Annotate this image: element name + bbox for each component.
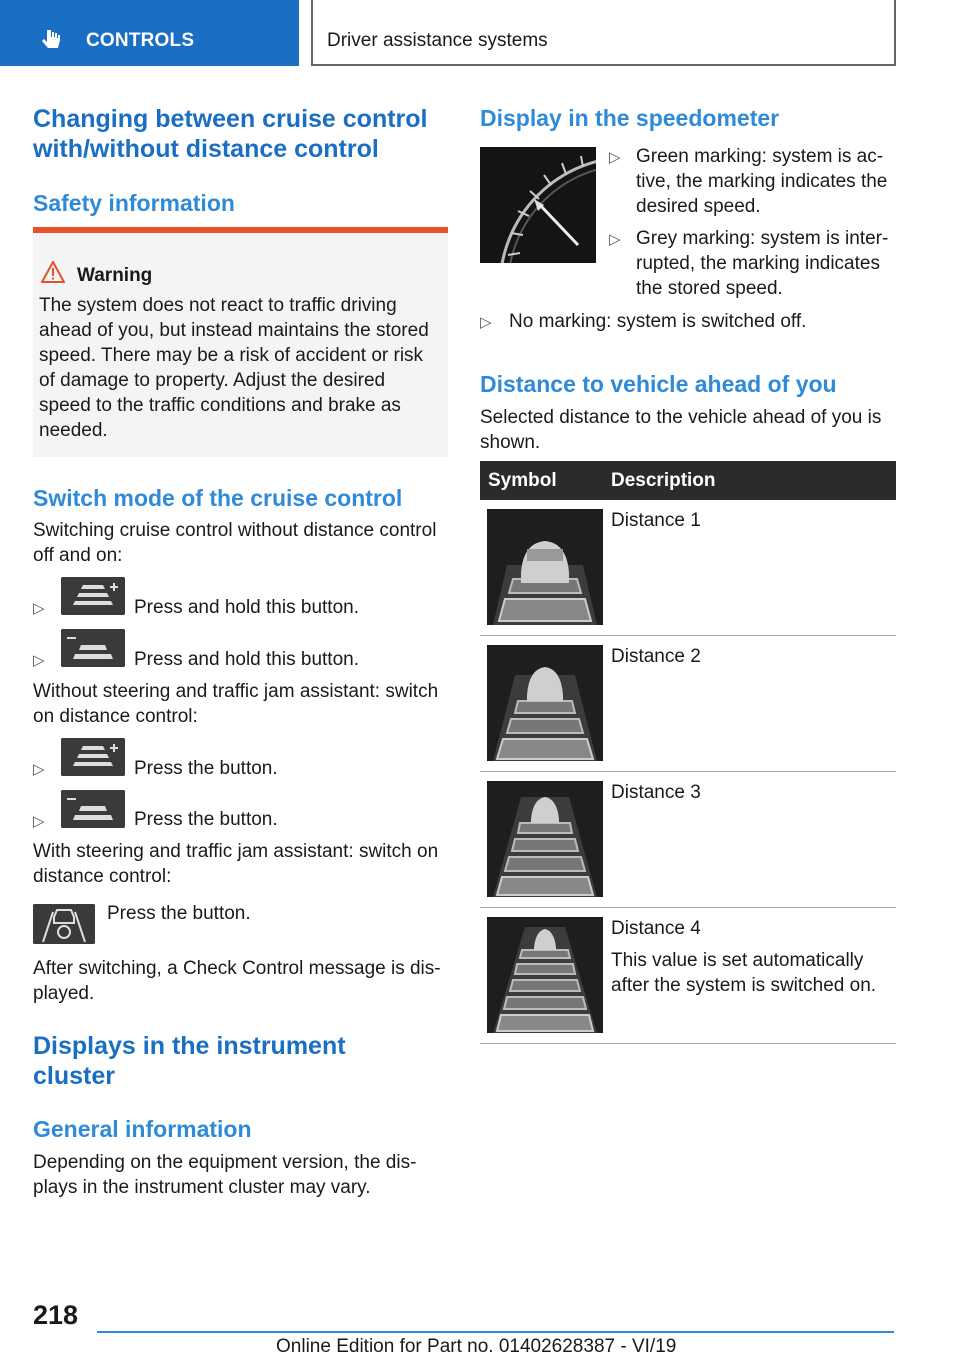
press-text-2: Press the button. bbox=[134, 809, 278, 830]
distance-2-image bbox=[487, 645, 603, 761]
distance-intro: Selected distance to the vehicle ahead of you is shown. bbox=[480, 407, 882, 453]
warning-triangle-icon bbox=[41, 261, 65, 283]
press-text-3: Press the button. bbox=[107, 903, 251, 924]
row-divider bbox=[480, 635, 896, 636]
general-text: Depending on the equipment version, the dis- plays in the instrument cluster may vary. bbox=[33, 1152, 417, 1198]
page-number: 218 bbox=[33, 1300, 79, 1330]
bullet-marker: ▷ bbox=[609, 231, 621, 248]
hand-pointer-icon bbox=[40, 28, 64, 54]
row-divider bbox=[480, 907, 896, 908]
row-divider bbox=[480, 771, 896, 772]
distance-4-label: Distance 4 bbox=[611, 918, 701, 939]
press-hold-text-1: Press and hold this button. bbox=[134, 597, 359, 618]
distance-4-image bbox=[487, 917, 603, 1033]
distance-3-label: Distance 3 bbox=[611, 782, 701, 803]
switch-intro: Switching cruise control without distance control off and on: bbox=[33, 520, 437, 566]
bullet-marker: ▷ bbox=[609, 149, 621, 166]
bullet-marker: ▷ bbox=[33, 761, 45, 778]
speedometer-heading: Display in the speedometer bbox=[480, 105, 780, 131]
press-hold-text-2: Press and hold this button. bbox=[134, 649, 359, 670]
section-label: Driver assistance systems bbox=[327, 30, 548, 51]
main-heading: Changing between cruise control with/without distance control bbox=[33, 105, 428, 163]
distance-plus-button-icon bbox=[61, 577, 125, 615]
bullet-marker: ▷ bbox=[33, 600, 45, 617]
chapter-tab[interactable] bbox=[0, 0, 299, 66]
no-marking-text: No marking: system is switched off. bbox=[509, 311, 807, 332]
footer-rule bbox=[97, 1331, 894, 1333]
distance-3-image bbox=[487, 781, 603, 897]
with-steering-text: With steering and traffic jam assistant: switch on distance control: bbox=[33, 841, 439, 887]
footer-edition: Online Edition for Part no. 01402628387 - VI/19 bbox=[276, 1336, 677, 1357]
press-text-1: Press the button. bbox=[134, 758, 278, 779]
distance-minus-button-icon bbox=[61, 790, 125, 828]
distance-2-label: Distance 2 bbox=[611, 646, 701, 667]
distance-1-image bbox=[487, 509, 603, 625]
without-steering-text: Without steering and traffic jam assistant: switch on distance control: bbox=[33, 681, 439, 727]
col-symbol: Symbol bbox=[488, 470, 557, 491]
distance-plus-button-icon bbox=[61, 738, 125, 776]
table-header bbox=[480, 461, 896, 500]
col-description: Description bbox=[611, 470, 716, 491]
safety-heading: Safety information bbox=[33, 190, 235, 216]
steering-assistant-button-icon bbox=[33, 904, 95, 944]
grey-marking-text: Grey marking: system is inter- rupted, the marking indicates the stored speed. bbox=[636, 228, 889, 299]
bullet-marker: ▷ bbox=[33, 813, 45, 830]
speedometer-image bbox=[480, 147, 596, 263]
warning-title: Warning bbox=[77, 265, 153, 286]
bullet-marker: ▷ bbox=[33, 652, 45, 669]
distance-4-note: This value is set automatically after the system is switched on. bbox=[611, 950, 877, 996]
section-header bbox=[311, 0, 896, 66]
distance-1-label: Distance 1 bbox=[611, 510, 701, 531]
displays-heading: Displays in the instrument cluster bbox=[33, 1032, 346, 1090]
warning-text: The system does not react to traffic driving ahead of you, but instead maintains the stored speed. There may be a risk of accident or risk of damage to property. Adjust the desired speed to the traffic conditions and brake as needed. bbox=[39, 295, 429, 441]
green-marking-text: Green marking: system is ac- tive, the marking indicates the desired speed. bbox=[636, 146, 888, 217]
switch-heading: Switch mode of the cruise control bbox=[33, 485, 403, 511]
general-heading: General information bbox=[33, 1116, 252, 1142]
after-switch-text: After switching, a Check Control message is dis- played. bbox=[33, 958, 441, 1004]
row-divider bbox=[480, 1043, 896, 1044]
chapter-label: CONTROLS bbox=[86, 30, 195, 51]
distance-minus-button-icon bbox=[61, 629, 125, 667]
warning-box bbox=[33, 227, 448, 457]
distance-heading: Distance to vehicle ahead of you bbox=[480, 371, 837, 397]
bullet-marker: ▷ bbox=[480, 314, 492, 331]
